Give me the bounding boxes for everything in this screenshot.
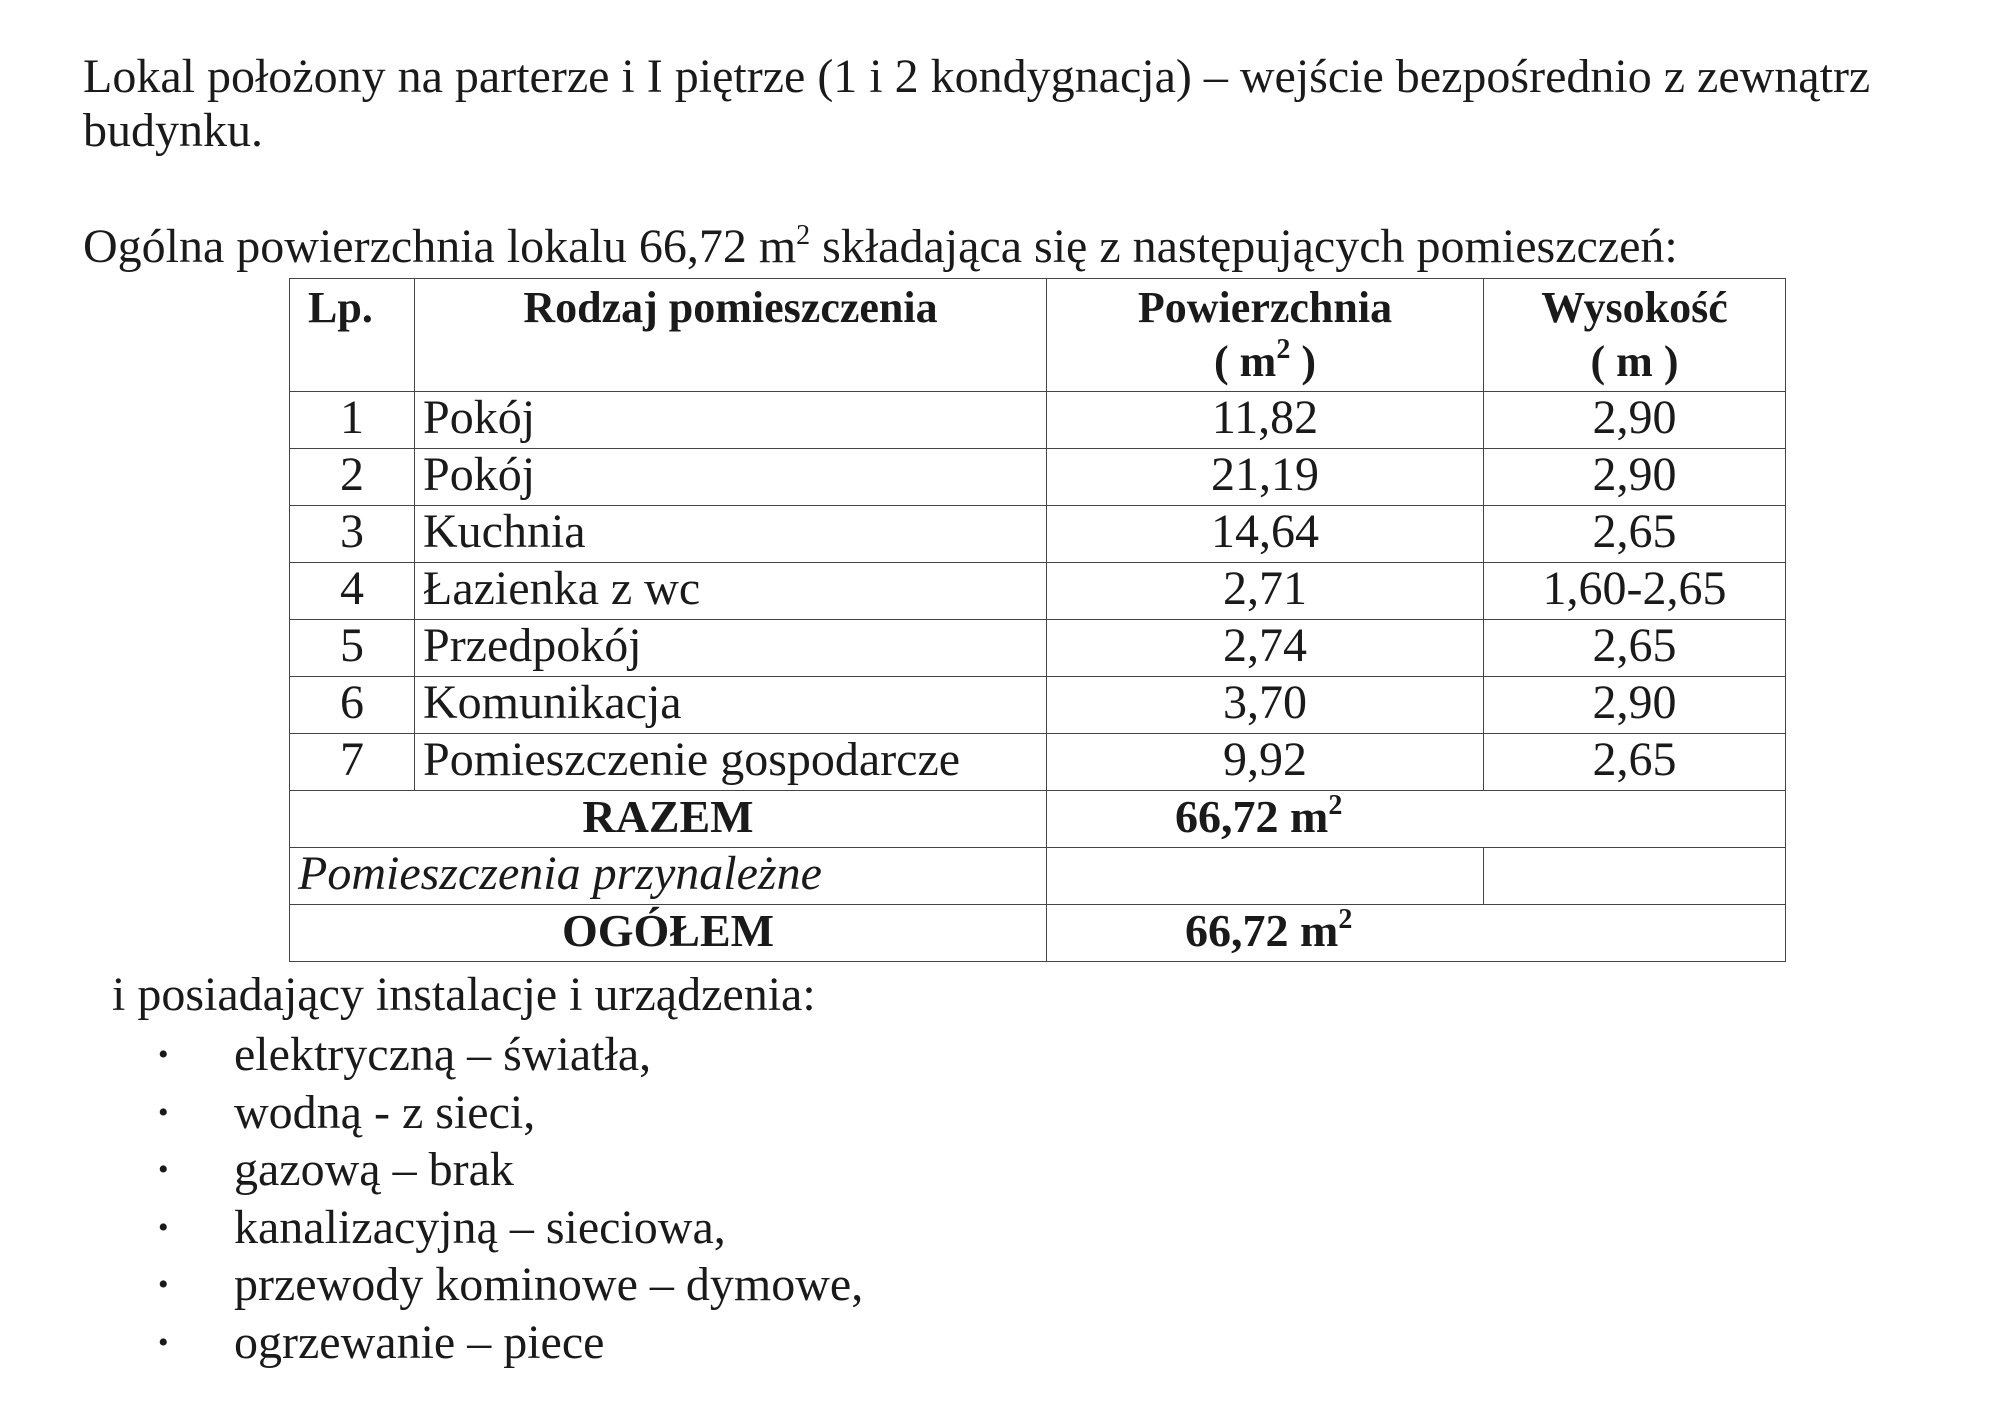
list-item: • przewody kominowe – dymowe, — [150, 1256, 863, 1314]
row-height: 2,65 — [1484, 734, 1786, 791]
bullet-icon: • — [158, 1210, 169, 1244]
table-row — [290, 506, 1786, 563]
table-row — [290, 734, 1786, 791]
razem-label: RAZEM — [290, 791, 1047, 848]
ogolem-value: 66,72 $m^2$ — [1047, 905, 1786, 962]
row-area: 11,82 — [1047, 392, 1484, 449]
list-item: • elektryczną – światła, — [150, 1026, 863, 1084]
bullet-icon: • — [158, 1038, 169, 1071]
row-area: 2,71 — [1047, 563, 1484, 620]
header-area — [1047, 279, 1484, 392]
bullet-icon: • — [158, 1325, 169, 1359]
razem-value: 66,72 $m^2$ — [1047, 791, 1786, 848]
intro-paragraph — [83, 50, 1870, 158]
razem-row — [290, 791, 1786, 848]
ogolem-row — [290, 905, 1786, 962]
bullet-icon: • — [158, 1153, 169, 1186]
row-lp: 7 — [290, 734, 415, 791]
table-row — [290, 392, 1786, 449]
row-room-name: Pokój — [415, 449, 1047, 506]
bullet-icon: • — [158, 1268, 169, 1301]
list-item: • kanalizacyjną – sieciowa, — [150, 1199, 863, 1257]
row-lp: 4 — [290, 563, 415, 620]
header-room-type: Rodzaj pomieszczenia — [415, 279, 1047, 392]
header-height-line2: ( m ) — [1590, 337, 1679, 386]
area-text-after: składająca się z następujących pomieszczeń: — [810, 220, 1678, 273]
row-area: 3,70 — [1047, 677, 1484, 734]
header-area-line1: Powierzchnia — [1137, 283, 1393, 332]
table-row — [290, 620, 1786, 677]
row-room-name: Pokój — [415, 392, 1047, 449]
przynalezne-height — [1484, 848, 1786, 905]
row-room-name: Komunikacja — [415, 677, 1047, 734]
row-height: 2,65 — [1484, 620, 1786, 677]
installations-list — [150, 1026, 863, 1371]
table-header-row — [290, 279, 1786, 392]
row-area: 2,74 — [1047, 620, 1484, 677]
row-lp: 6 — [290, 677, 415, 734]
row-room-name: Kuchnia — [415, 506, 1047, 563]
row-area: 14,64 — [1047, 506, 1484, 563]
area-superscript: 2 — [796, 220, 811, 251]
przynalezne-row — [290, 848, 1786, 905]
header-height-line1: Wysokość — [1541, 283, 1728, 332]
przynalezne-label: Pomieszczenia przynależne — [290, 848, 1047, 905]
row-area: 21,19 — [1047, 449, 1484, 506]
row-height: 2,90 — [1484, 677, 1786, 734]
list-item: • wodną - z sieci, — [150, 1084, 863, 1142]
row-area: 9,92 — [1047, 734, 1484, 791]
row-height: 1,60-2,65 — [1484, 563, 1786, 620]
row-room-name: Przedpokój — [415, 620, 1047, 677]
row-lp: 2 — [290, 449, 415, 506]
intro-line-2: budynku. — [83, 104, 263, 157]
row-height: 2,65 — [1484, 506, 1786, 563]
bullet-icon: • — [158, 1095, 169, 1129]
list-item: • ogrzewanie – piece — [150, 1314, 863, 1372]
intro-line-1: Lokal położony na parterze i I piętrze (1 i 2 kondygnacja) – wejście bezpośrednio z zewnątrz — [83, 50, 1871, 103]
row-room-name: Pomieszczenie gospodarcze — [415, 734, 1047, 791]
rooms-table — [289, 278, 1786, 962]
row-height: 2,90 — [1484, 449, 1786, 506]
row-lp: 5 — [290, 620, 415, 677]
list-item: • gazową – brak — [150, 1141, 863, 1199]
row-lp: 3 — [290, 506, 415, 563]
header-lp: Lp. — [290, 279, 415, 392]
table-row — [290, 677, 1786, 734]
row-lp: 1 — [290, 392, 415, 449]
header-area-line2: ( $m^2$ ) — [1214, 334, 1316, 386]
area-text-before: Ogólna powierzchnia lokalu 66,72 m — [83, 220, 797, 273]
header-height — [1484, 279, 1786, 392]
przynalezne-area — [1047, 848, 1484, 905]
row-height: 2,90 — [1484, 392, 1786, 449]
ogolem-label: OGÓŁEM — [290, 905, 1047, 962]
table-row — [290, 563, 1786, 620]
row-room-name: Łazienka z wc — [415, 563, 1047, 620]
installations-title: i posiadający instalacje i urządzenia: — [112, 968, 816, 1021]
total-area-sentence — [83, 220, 1678, 274]
table-row — [290, 449, 1786, 506]
